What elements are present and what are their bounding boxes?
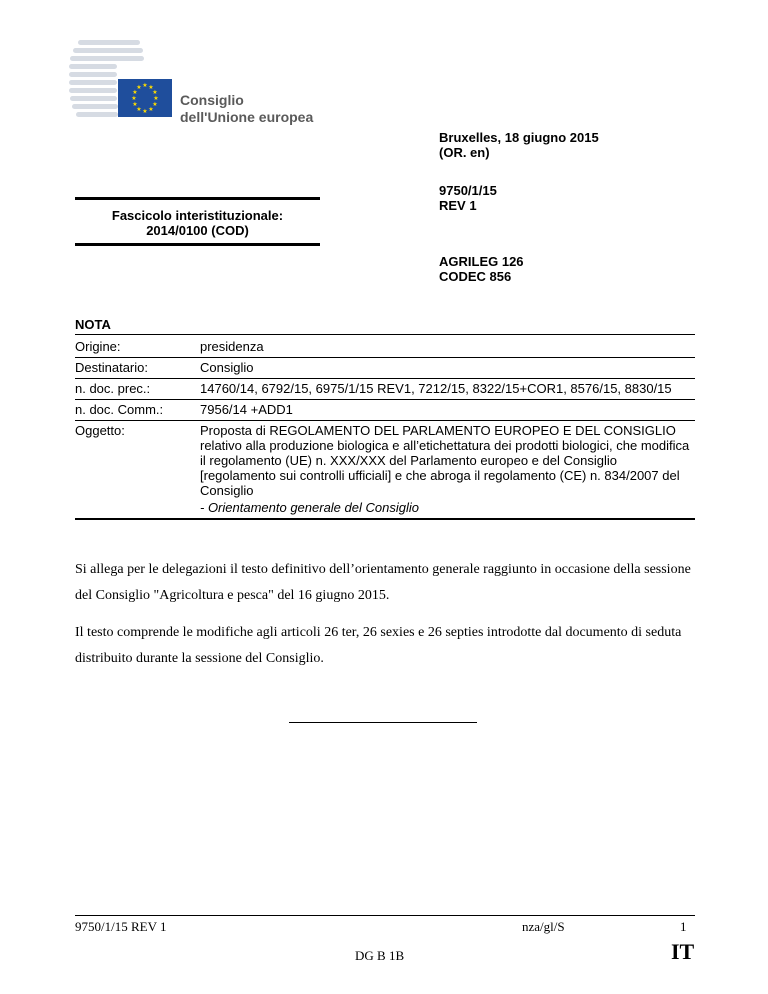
row-value: 7956/14 +ADD1: [200, 402, 293, 417]
logo-line-2: dell'Unione europea: [180, 109, 314, 125]
footer-language: IT: [671, 939, 695, 964]
svg-text:★: ★: [136, 106, 142, 113]
origin-language: (OR. en): [439, 145, 490, 160]
footer-divider: [75, 915, 695, 916]
svg-text:★: ★: [142, 82, 148, 89]
svg-text:★: ★: [132, 89, 138, 96]
nota-row-commission-docs: [75, 400, 695, 421]
divider: [75, 243, 320, 246]
body-paragraph-2: Il testo comprende le modifiche agli articoli 26 ter, 26 sexies e 26 septies introdotte dal documento di seduta distribuito durante la sessione del Consiglio.: [75, 625, 682, 666]
footer-doc-ref: 9750/1/15 REV 1: [75, 919, 167, 934]
svg-text:★: ★: [136, 84, 142, 91]
footer-signature: nza/gl/S: [522, 919, 565, 934]
row-label: Destinatario:: [75, 360, 148, 375]
nota-row-origin: [75, 337, 695, 358]
row-label: Oggetto:: [75, 423, 125, 438]
svg-text:★: ★: [152, 101, 158, 108]
row-label: n. doc. Comm.:: [75, 402, 164, 417]
row-value: Consiglio: [200, 360, 254, 375]
logo-line-1: Consiglio: [180, 92, 244, 108]
place-date: Bruxelles, 18 giugno 2015: [439, 130, 599, 145]
document-revision: REV 1: [439, 198, 477, 213]
svg-text:★: ★: [142, 108, 148, 115]
interinstitutional-file: [75, 197, 320, 246]
row-value: 14760/14, 6792/15, 6975/1/15 REV1, 7212/15, 8322/15+COR1, 8576/15, 8830/15: [200, 381, 672, 396]
code-agrileg: AGRILEG 126: [439, 254, 524, 269]
body-paragraph-1: Si allega per le delegazioni il testo definitivo dell’orientamento generale raggiunto in occasione della sessione del Consiglio "Agricoltura e pesca" del 16 giugno 2015.: [75, 562, 691, 603]
svg-text:★: ★: [148, 84, 154, 91]
svg-text:★: ★: [152, 89, 158, 96]
subject-subtitle: - Orientamento generale del Consiglio: [200, 500, 419, 515]
nota-row-prev-docs: [75, 379, 695, 400]
nota-title: NOTA: [75, 317, 111, 332]
svg-text:★: ★: [148, 106, 154, 113]
footer-dg: DG B 1B: [355, 948, 405, 963]
separator-line: [289, 722, 477, 723]
document-number: 9750/1/15: [439, 183, 497, 198]
subject-text: Proposta di REGOLAMENTO DEL PARLAMENTO EUROPEO E DEL CONSIGLIO relativo alla produzione biologica e all’etichettatura dei prodotti biologici, che modifica il regolamento (UE) n. XXX/XXX del Parlamento europeo e del Consiglio [regolamento sui controlli ufficiali] e che abroga il regolamento (CE) n. 834/2007 del Consiglio: [200, 423, 690, 498]
row-label: Origine:: [75, 339, 121, 354]
svg-text:★: ★: [132, 101, 138, 108]
nota-row-subject: [75, 421, 695, 520]
nota-row-recipient: [75, 358, 695, 379]
svg-text:★: ★: [153, 95, 159, 102]
row-value: presidenza: [200, 339, 264, 354]
council-building-icon: [66, 38, 176, 128]
row-label: n. doc. prec.:: [75, 381, 151, 396]
interinstitutional-code: 2014/0100 (COD): [146, 223, 249, 238]
footer-page-number: 1: [680, 919, 687, 934]
code-codec: CODEC 856: [439, 269, 512, 284]
council-logo: [66, 38, 336, 128]
divider: [75, 334, 695, 335]
svg-text:★: ★: [131, 95, 137, 102]
interinstitutional-label: Fascicolo interistituzionale:: [111, 208, 284, 223]
nota-table: [75, 337, 695, 520]
